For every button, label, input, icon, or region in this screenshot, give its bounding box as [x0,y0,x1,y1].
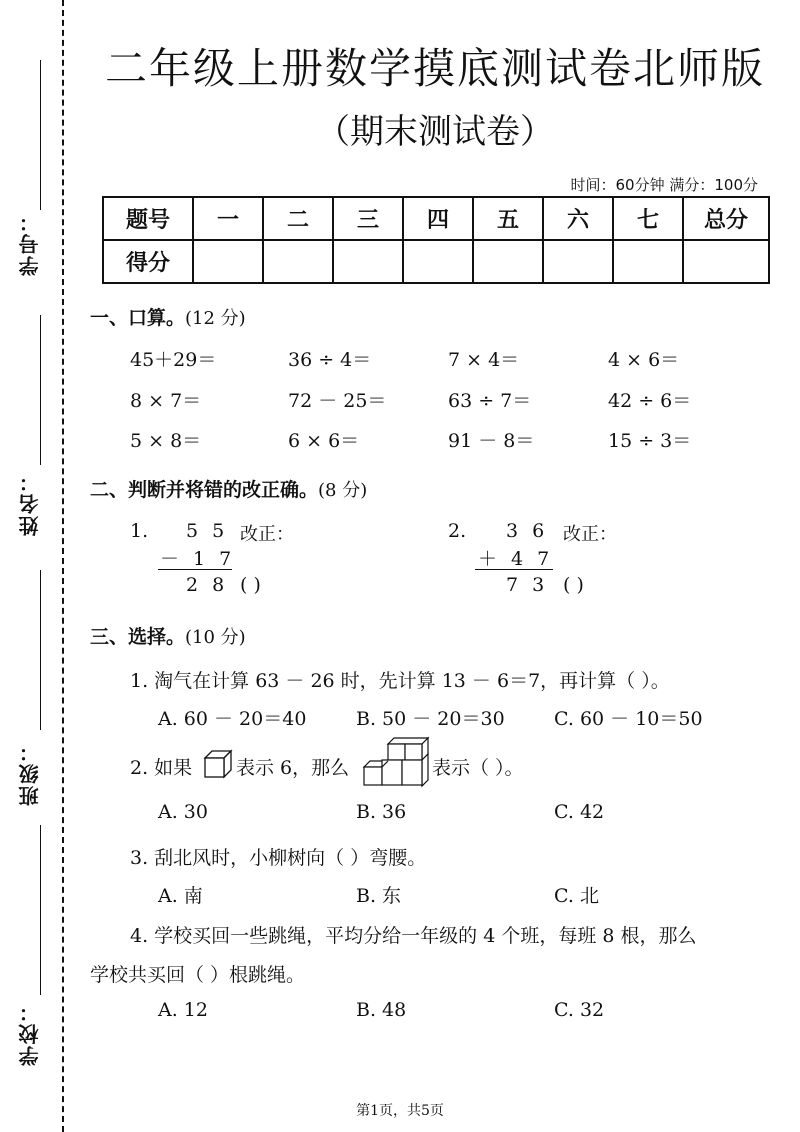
section2-title: 二、判断并将错的改正确。 [90,479,319,501]
choice-q2-option-a[interactable]: A. 30 [158,801,208,823]
page-title: 二年级上册数学摸底测试卷北师版 [104,44,765,93]
choice-q3-option-a[interactable]: A. 南 [158,885,203,907]
score-cell[interactable] [263,240,333,283]
score-header-cell: 题号 [103,197,193,240]
score-header-cell: 六 [543,197,613,240]
choice-q1-option-b[interactable]: B. 50 － 20＝30 [356,708,505,730]
judge-q1-number: 1. [130,520,149,542]
mental-math-item: 63 ÷ 7＝ [448,390,532,412]
choice-q3-option-c[interactable]: C. 北 [554,885,599,907]
page-subtitle: （期末测试卷） [316,112,554,152]
stacked-cubes-icon [362,736,430,788]
school-blank-line [40,825,41,995]
score-header-cell: 二 [263,197,333,240]
score-header-cell: 四 [403,197,473,240]
choice-q4-option-a[interactable]: A. 12 [158,999,208,1021]
section3-heading [90,622,246,649]
mental-math-item: 45＋29＝ [130,349,217,371]
school-label: 学校： [18,1000,42,1066]
binding-dashed-line [62,0,64,1132]
choice-q1-option-c[interactable]: C. 60 － 10＝50 [554,708,703,730]
score-header-cell: 一 [193,197,263,240]
choice-q4-text-line2: 学校共买回（ ）根跳绳。 [90,964,306,986]
score-cell[interactable] [193,240,263,283]
score-header-cell: 五 [473,197,543,240]
judge-q1-result: 2 8 [186,574,229,596]
choice-q3-option-b[interactable]: B. 东 [356,885,402,907]
section3-points: (10 分) [185,627,246,648]
judge-q1-top: 5 5 [186,520,229,542]
single-cube-icon [203,749,233,779]
score-cell[interactable] [613,240,683,283]
section1-heading [90,303,246,330]
mental-math-item: 7 × 4＝ [448,349,520,371]
judge-q1-correct-label: 改正： [240,524,294,545]
mental-math-item: 15 ÷ 3＝ [608,430,692,452]
judge-q2-rule [475,569,553,570]
choice-q1-option-a[interactable]: A. 60 － 20＝40 [158,708,307,730]
id-label: 学号： [18,210,42,276]
score-header-cell: 总分 [683,197,769,240]
section2-points: (8 分) [318,480,368,501]
score-table-header-row [103,197,769,240]
choice-q2-option-c[interactable]: C. 42 [554,801,605,823]
score-cell[interactable] [333,240,403,283]
page-footer: 第1页，共5页 [356,1103,444,1119]
mental-math-item: 91 － 8＝ [448,430,535,452]
choice-q2-option-b[interactable]: B. 36 [356,801,407,823]
section1-title: 一、口算。 [90,307,186,329]
choice-q2-text-b: 表示 6，那么 [236,757,350,779]
score-cell[interactable] [683,240,769,283]
choice-q2-text-a: 2. 如果 [130,757,193,779]
judge-q2-correct-label: 改正： [563,524,617,545]
mental-math-item: 36 ÷ 4＝ [288,349,372,371]
judge-q2-top: 3 6 [506,520,549,542]
judge-q2-paren[interactable]: ( ) [563,574,584,596]
score-header-cell: 七 [613,197,683,240]
choice-q1-text: 1. 淘气在计算 63 － 26 时，先计算 13 － 6＝7，再计算（ ）。 [130,670,670,692]
name-label: 姓名： [18,470,42,536]
choice-q2-text-c: 表示（ ）。 [432,757,524,779]
mental-math-item: 8 × 7＝ [130,390,202,412]
mental-math-item: 72 － 25＝ [288,390,387,412]
name-blank-line [40,315,41,465]
judge-q2-operand: ＋ 4 7 [478,548,554,570]
choice-q4-option-c[interactable]: C. 32 [554,999,605,1021]
choice-q4-text-line1: 4. 学校买回一些跳绳，平均分给一年级的 4 个班，每班 8 根，那么 [130,925,697,947]
judge-q2-result: 7 3 [506,574,549,596]
time-info: 时间：60分钟 满分：100分 [570,176,758,194]
judge-q2-number: 2. [448,520,467,542]
score-header-cell: 三 [333,197,403,240]
judge-q1-paren[interactable]: ( ) [240,574,261,596]
mental-math-item: 4 × 6＝ [608,349,680,371]
mental-math-item: 6 × 6＝ [288,430,360,452]
score-cell[interactable] [403,240,473,283]
section1-points: (12 分) [185,308,246,329]
judge-q1-operand: － 1 7 [160,548,236,570]
section2-heading [90,475,367,502]
choice-q3-text: 3. 刮北风时，小柳树向（ ）弯腰。 [130,847,427,869]
judge-q1-rule [158,569,232,570]
score-cell[interactable] [543,240,613,283]
score-table-score-row [103,240,769,283]
score-cell[interactable] [473,240,543,283]
mental-math-item: 42 ÷ 6＝ [608,390,692,412]
score-table [102,196,770,284]
id-blank-line [40,60,41,210]
class-label: 班级： [18,740,42,806]
section3-title: 三、选择。 [90,626,186,648]
score-row-label: 得分 [103,240,193,283]
class-blank-line [40,570,41,730]
choice-q4-option-b[interactable]: B. 48 [356,999,407,1021]
mental-math-item: 5 × 8＝ [130,430,202,452]
